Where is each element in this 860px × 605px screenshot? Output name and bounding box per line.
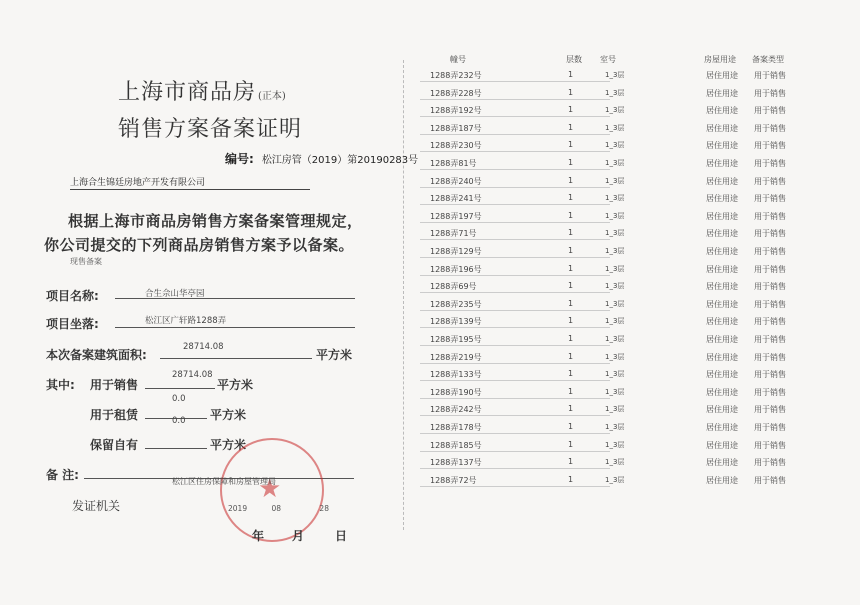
use-cell: 居住用途: [706, 387, 738, 397]
floors-cell: 1: [568, 140, 574, 150]
type-cell: 用于销售: [754, 335, 786, 344]
room-cell: 1_3层: [605, 475, 625, 484]
table-row: [420, 211, 850, 229]
type-cell: 用于销售: [754, 370, 786, 380]
record-note: 现售备案: [70, 257, 102, 266]
table-row: [420, 387, 850, 405]
type-cell: 用于销售: [754, 229, 786, 239]
use-cell: 居住用途: [706, 440, 738, 450]
use-cell: 居住用途: [706, 176, 738, 186]
building-cell: 1288弄230号: [430, 141, 482, 151]
building-cell: 1288弄190号: [430, 387, 482, 397]
use-cell: 居住用途: [706, 405, 738, 415]
row-underline: [420, 222, 610, 223]
building-cell: 1288弄192号: [430, 106, 482, 116]
room-cell: 1_3层: [605, 211, 625, 220]
floors-cell: 1: [568, 334, 574, 343]
for-rent-unit: 平方米: [210, 408, 247, 422]
title-text: 上海市商品房: [118, 80, 257, 105]
company-name: 上海合生锦廷房地产开发有限公司: [70, 175, 310, 190]
table-row: [420, 140, 850, 158]
row-underline: [420, 380, 610, 381]
table-row: [420, 299, 850, 317]
remark-label: 备 注:: [46, 468, 79, 482]
table-row: [420, 193, 850, 211]
table-row: [420, 246, 850, 264]
type-cell: 用于销售: [754, 159, 786, 168]
official-seal: [220, 438, 324, 542]
row-underline: [420, 81, 610, 82]
use-cell: 居住用途: [706, 423, 738, 432]
type-cell: 用于销售: [754, 458, 786, 468]
room-cell: 1_3层: [605, 299, 625, 308]
issue-date-numbers: [228, 504, 329, 513]
type-cell: 用于销售: [754, 387, 786, 397]
row-underline: [420, 275, 610, 276]
row-underline: [420, 398, 610, 399]
header-use: 房屋用途: [704, 55, 736, 64]
floors-cell: 1: [568, 422, 574, 431]
among-label: 其中:: [46, 378, 75, 392]
header-type: 备案类型: [752, 55, 784, 64]
use-cell: 居住用途: [706, 317, 738, 327]
room-cell: 1_3层: [605, 405, 625, 414]
table-row: [420, 105, 850, 123]
type-cell: 用于销售: [754, 194, 786, 204]
cert-number-label: 编号:: [225, 152, 254, 166]
building-cell: 1288弄129号: [430, 247, 482, 256]
row-underline: [420, 257, 610, 258]
month-label: 月: [292, 529, 305, 543]
use-cell: 居住用途: [706, 88, 738, 98]
room-cell: 1_3层: [605, 176, 625, 185]
row-underline: [420, 310, 610, 311]
for-sale-label: 用于销售: [90, 378, 139, 392]
building-cell: 1288弄187号: [430, 123, 482, 133]
building-cell: 1288弄195号: [430, 335, 482, 344]
issuer-label: 发证机关: [72, 499, 121, 513]
floors-cell: 1: [568, 122, 574, 132]
use-cell: 居住用途: [706, 141, 738, 151]
title-line-1: [118, 75, 286, 106]
table-row: [420, 316, 850, 334]
area-label: 本次备案建筑面积:: [46, 348, 147, 362]
project-name-value: 合生佘山华亭园: [145, 289, 205, 299]
floors-cell: 1: [568, 158, 574, 167]
floors-cell: 1: [568, 457, 574, 467]
type-cell: 用于销售: [754, 71, 786, 80]
building-cell: 1288弄72号: [430, 475, 477, 485]
table-row: [420, 281, 850, 299]
room-cell: 1_3层: [605, 317, 625, 326]
building-cell: 1288弄232号: [430, 71, 482, 80]
floors-cell: 1: [568, 87, 574, 97]
table-row: [420, 352, 850, 370]
header-room: 室号: [600, 55, 616, 64]
room-cell: 1_3层: [605, 264, 625, 273]
project-name-label: 项目名称:: [46, 289, 99, 303]
title-tag: (正本): [258, 91, 286, 102]
room-cell: 1_3层: [605, 282, 625, 291]
room-cell: 1_3层: [605, 335, 625, 343]
declaration-line-2: 你公司提交的下列商品房销售方案予以备案。: [44, 236, 355, 254]
type-cell: 用于销售: [754, 317, 786, 327]
table-row: [420, 404, 850, 422]
row-underline: [420, 433, 610, 434]
building-cell: 1288弄196号: [430, 264, 482, 274]
room-cell: 1_3层: [605, 440, 625, 449]
area-underline: [160, 358, 312, 359]
building-cell: 1288弄219号: [430, 352, 482, 362]
building-cell: 1288弄241号: [430, 194, 482, 204]
table-row: [420, 264, 850, 282]
date-month: 08: [271, 504, 282, 513]
table-row: [420, 334, 850, 352]
project-location-label: 项目坐落:: [46, 317, 99, 331]
table-row: [420, 158, 850, 176]
use-cell: 居住用途: [706, 370, 738, 380]
table-row: [420, 422, 850, 440]
for-sale-unit: 平方米: [217, 378, 254, 392]
type-cell: 用于销售: [754, 176, 786, 186]
for-rent-value: 0.0: [172, 394, 186, 404]
building-cell: 1288弄178号: [430, 423, 482, 432]
floors-cell: 1: [568, 386, 574, 396]
table-row: [420, 88, 850, 106]
table-row: [420, 457, 850, 475]
for-sale-value: 28714.08: [172, 370, 213, 380]
project-location-value: 松江区广轩路1288弄: [145, 316, 227, 326]
room-cell: 1_3层: [605, 352, 625, 361]
type-cell: 用于销售: [754, 141, 786, 151]
building-cell: 1288弄242号: [430, 405, 482, 415]
room-cell: 1_3层: [605, 387, 625, 396]
use-cell: 居住用途: [706, 335, 738, 344]
area-unit: 平方米: [316, 348, 353, 362]
date-year: 2019: [228, 504, 248, 513]
floors-cell: 1: [568, 316, 574, 326]
type-cell: 用于销售: [754, 405, 786, 415]
row-underline: [420, 169, 610, 170]
floors-cell: 1: [568, 263, 574, 273]
area-value: 28714.08: [183, 342, 224, 352]
room-cell: 1_3层: [605, 423, 625, 431]
use-cell: 居住用途: [706, 71, 738, 80]
row-underline: [420, 468, 610, 469]
use-cell: 居住用途: [706, 282, 738, 292]
floors-cell: 1: [568, 246, 574, 255]
row-underline: [420, 363, 610, 364]
date-day: 28: [319, 504, 329, 513]
use-cell: 居住用途: [706, 299, 738, 309]
building-cell: 1288弄69号: [430, 282, 477, 292]
use-cell: 居住用途: [706, 264, 738, 274]
table-row: [420, 369, 850, 387]
seal-star-icon: ★: [258, 474, 282, 504]
floors-cell: 1: [568, 70, 574, 79]
floors-cell: 1: [568, 404, 574, 414]
self-hold-underline: [145, 448, 207, 449]
type-cell: 用于销售: [754, 247, 786, 256]
row-underline: [420, 187, 610, 188]
row-underline: [420, 151, 610, 152]
cert-number: 松江房管（2019）第20190283号: [261, 155, 419, 166]
room-cell: 1_3层: [605, 229, 625, 238]
floors-cell: 1: [568, 474, 574, 484]
year-label: 年: [252, 529, 265, 543]
room-cell: 1_3层: [605, 123, 625, 132]
title-line-2: 销售方案备案证明: [118, 117, 303, 142]
row-underline: [420, 451, 610, 452]
floors-cell: 1: [568, 193, 574, 203]
room-cell: 1_3层: [605, 106, 625, 115]
day-label: 日: [335, 529, 348, 543]
floors-cell: 1: [568, 175, 574, 185]
type-cell: 用于销售: [754, 423, 786, 432]
cert-number-row: [225, 150, 418, 167]
header-floors: 层数: [566, 55, 582, 64]
use-cell: 居住用途: [706, 229, 738, 239]
type-cell: 用于销售: [754, 88, 786, 98]
type-cell: 用于销售: [754, 352, 786, 362]
row-underline: [420, 486, 610, 487]
floors-cell: 1: [568, 439, 574, 449]
floors-cell: 1: [568, 228, 574, 238]
table-row: [420, 228, 850, 246]
use-cell: 居住用途: [706, 458, 738, 468]
row-underline: [420, 345, 610, 346]
type-cell: 用于销售: [754, 264, 786, 274]
self-hold-label: 保留自有: [90, 438, 139, 452]
floors-cell: 1: [568, 351, 574, 361]
project-location-underline: [115, 327, 355, 328]
row-underline: [420, 327, 610, 328]
row-underline: [420, 292, 610, 293]
type-cell: 用于销售: [754, 299, 786, 309]
row-underline: [420, 239, 610, 240]
building-cell: 1288弄137号: [430, 458, 482, 468]
building-cell: 1288弄197号: [430, 211, 482, 221]
floors-cell: 1: [568, 369, 574, 379]
room-cell: 1_3层: [605, 159, 625, 167]
header-building: 幢号: [450, 55, 466, 64]
row-underline: [420, 116, 610, 117]
room-cell: 1_3层: [605, 88, 625, 97]
table-row: [420, 475, 850, 493]
building-cell: 1288弄235号: [430, 299, 482, 309]
room-cell: 1_3层: [605, 247, 625, 255]
type-cell: 用于销售: [754, 475, 786, 485]
for-rent-label: 用于租赁: [90, 408, 139, 422]
building-cell: 1288弄133号: [430, 370, 482, 380]
room-cell: 1_3层: [605, 458, 625, 467]
self-hold-unit: 平方米: [210, 438, 247, 452]
use-cell: 居住用途: [706, 123, 738, 133]
type-cell: 用于销售: [754, 106, 786, 116]
type-cell: 用于销售: [754, 440, 786, 450]
building-cell: 1288弄185号: [430, 440, 482, 450]
row-underline: [420, 204, 610, 205]
type-cell: 用于销售: [754, 123, 786, 133]
row-underline: [420, 415, 610, 416]
for-sale-underline: [145, 388, 215, 389]
floors-cell: 1: [568, 298, 574, 308]
room-cell: 1_3层: [605, 141, 625, 150]
room-cell: 1_3层: [605, 194, 625, 203]
center-divider: [403, 60, 404, 530]
building-cell: 1288弄228号: [430, 88, 482, 98]
building-cell: 1288弄240号: [430, 176, 482, 186]
use-cell: 居住用途: [706, 475, 738, 485]
use-cell: 居住用途: [706, 106, 738, 116]
table-row: [420, 440, 850, 458]
floors-cell: 1: [568, 210, 574, 220]
floors-cell: 1: [568, 105, 574, 115]
table-row: [420, 123, 850, 141]
room-cell: 1_3层: [605, 71, 625, 79]
building-cell: 1288弄139号: [430, 317, 482, 327]
table-row: [420, 176, 850, 194]
use-cell: 居住用途: [706, 247, 738, 256]
declaration-line-1: 根据上海市商品房销售方案备案管理规定，: [68, 212, 363, 230]
type-cell: 用于销售: [754, 211, 786, 221]
row-underline: [420, 134, 610, 135]
use-cell: 居住用途: [706, 352, 738, 362]
issuer-name: 松江区住房保障和房屋管理局: [172, 477, 276, 486]
table-row: [420, 70, 850, 88]
use-cell: 居住用途: [706, 194, 738, 204]
building-cell: 1288弄71号: [430, 229, 477, 239]
room-cell: 1_3层: [605, 370, 625, 379]
use-cell: 居住用途: [706, 159, 738, 168]
use-cell: 居住用途: [706, 211, 738, 221]
floors-cell: 1: [568, 281, 574, 291]
self-hold-value: 0.0: [172, 416, 186, 426]
building-cell: 1288弄81号: [430, 159, 477, 168]
row-underline: [420, 99, 610, 100]
type-cell: 用于销售: [754, 282, 786, 292]
